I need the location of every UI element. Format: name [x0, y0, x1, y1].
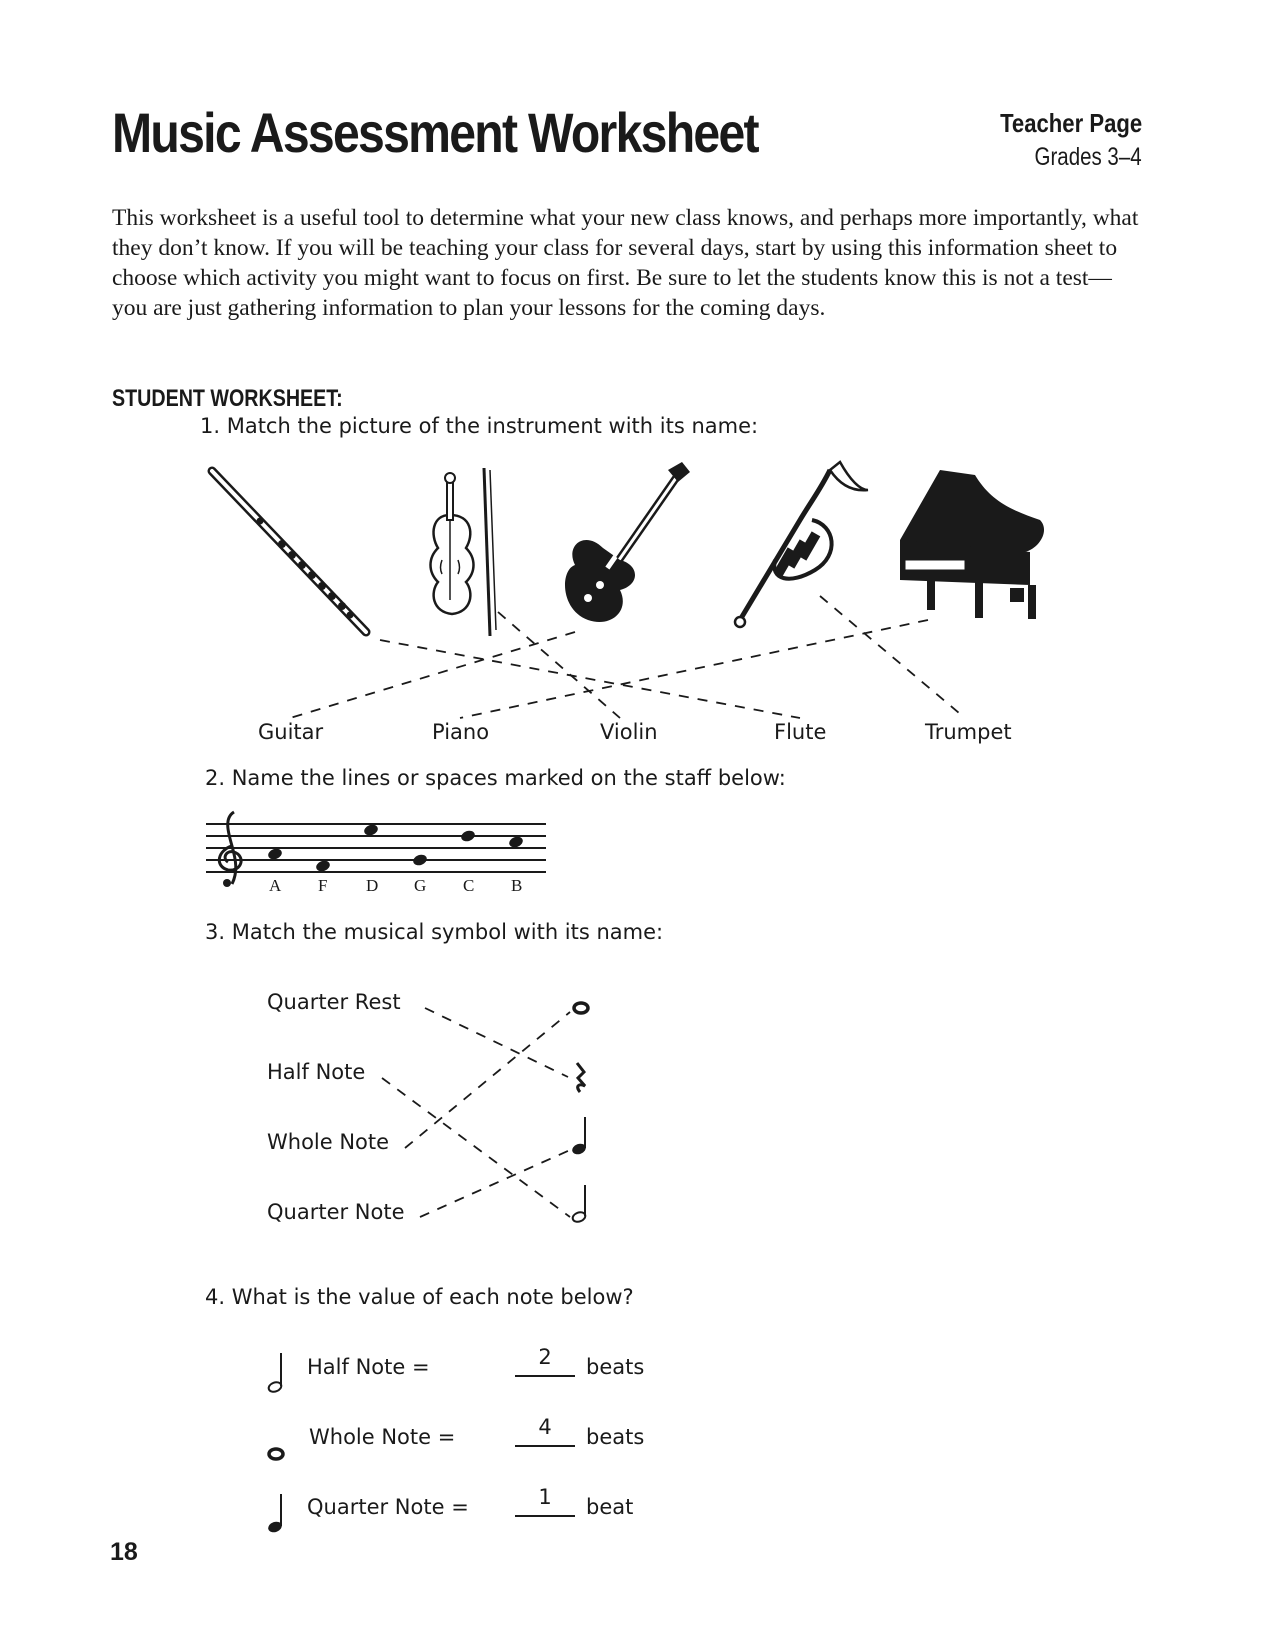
- intro-paragraph: This worksheet is a useful tool to determine what your new class knows, and perhaps more importantly, what they don’t know. If you will be teaching your class for several days, start by using this information sheet to choose which activity you might want to focus on first. Be sure to let the students know this is not a test—you are just gathering information to plan your lessons for the coming days.: [112, 205, 1139, 321]
- note-letter: G: [414, 876, 427, 895]
- value-unit: beat: [586, 1495, 634, 1519]
- symbol-name-quarter-rest: Quarter Rest: [267, 990, 401, 1014]
- q3-prompt: 3. Match the musical symbol with its name:: [205, 920, 664, 944]
- note-letter: C: [463, 876, 475, 895]
- value-label-whole-note: Whole Note =: [309, 1425, 456, 1449]
- whole-note-icon: [269, 1449, 283, 1459]
- q4-icons: [267, 1353, 284, 1534]
- instrument-label-guitar: Guitar: [258, 720, 324, 744]
- q2-prompt: 2. Name the lines or spaces marked on the staff below:: [205, 766, 786, 790]
- quarter-note-icon: [571, 1117, 588, 1156]
- q1-match-lines: [290, 596, 965, 718]
- piano-icon: [900, 470, 1044, 619]
- answer-blank[interactable]: 2: [515, 1345, 575, 1377]
- answer-blank[interactable]: 4: [515, 1415, 575, 1447]
- q4-prompt: 4. What is the value of each note below?: [205, 1285, 634, 1309]
- trumpet-icon: [735, 462, 868, 627]
- instrument-label-flute: Flute: [774, 720, 827, 744]
- quarter-rest-icon: [577, 1063, 585, 1092]
- note-letter: D: [366, 876, 379, 895]
- note-letter: B: [511, 876, 523, 895]
- answer-blank[interactable]: 1: [515, 1485, 575, 1517]
- quarter-note-icon: [267, 1494, 284, 1534]
- instrument-label-violin: Violin: [600, 720, 658, 744]
- page-number: 18: [110, 1538, 138, 1566]
- q1-prompt: 1. Match the picture of the instrument with its name:: [200, 414, 759, 438]
- guitar-icon: [565, 462, 690, 622]
- value-unit: beats: [586, 1355, 645, 1379]
- half-note-icon: [267, 1353, 282, 1393]
- note-letter: F: [318, 876, 328, 895]
- instrument-label-trumpet: Trumpet: [925, 720, 1012, 744]
- q3-symbols: [571, 1003, 588, 1223]
- teacher-page-label: Teacher Page: [999, 108, 1142, 138]
- symbol-name-half-note: Half Note: [267, 1060, 366, 1084]
- whole-note-icon: [574, 1003, 588, 1013]
- section-heading: STUDENT WORKSHEET:: [112, 385, 343, 412]
- symbol-name-quarter-note: Quarter Note: [267, 1200, 405, 1224]
- flute-icon: [212, 471, 366, 632]
- value-unit: beats: [586, 1425, 645, 1449]
- grades-label: Grades 3–4: [1034, 143, 1142, 171]
- instrument-label-piano: Piano: [432, 720, 490, 744]
- half-note-icon: [571, 1185, 586, 1223]
- symbol-name-whole-note: Whole Note: [267, 1130, 390, 1154]
- violin-icon: [431, 468, 497, 636]
- value-label-quarter-note: Quarter Note =: [307, 1495, 469, 1519]
- page-title: Music Assessment Worksheet: [112, 101, 758, 164]
- q3-match-lines: [382, 1008, 570, 1217]
- value-label-half-note: Half Note =: [307, 1355, 430, 1379]
- note-letter: A: [269, 876, 282, 895]
